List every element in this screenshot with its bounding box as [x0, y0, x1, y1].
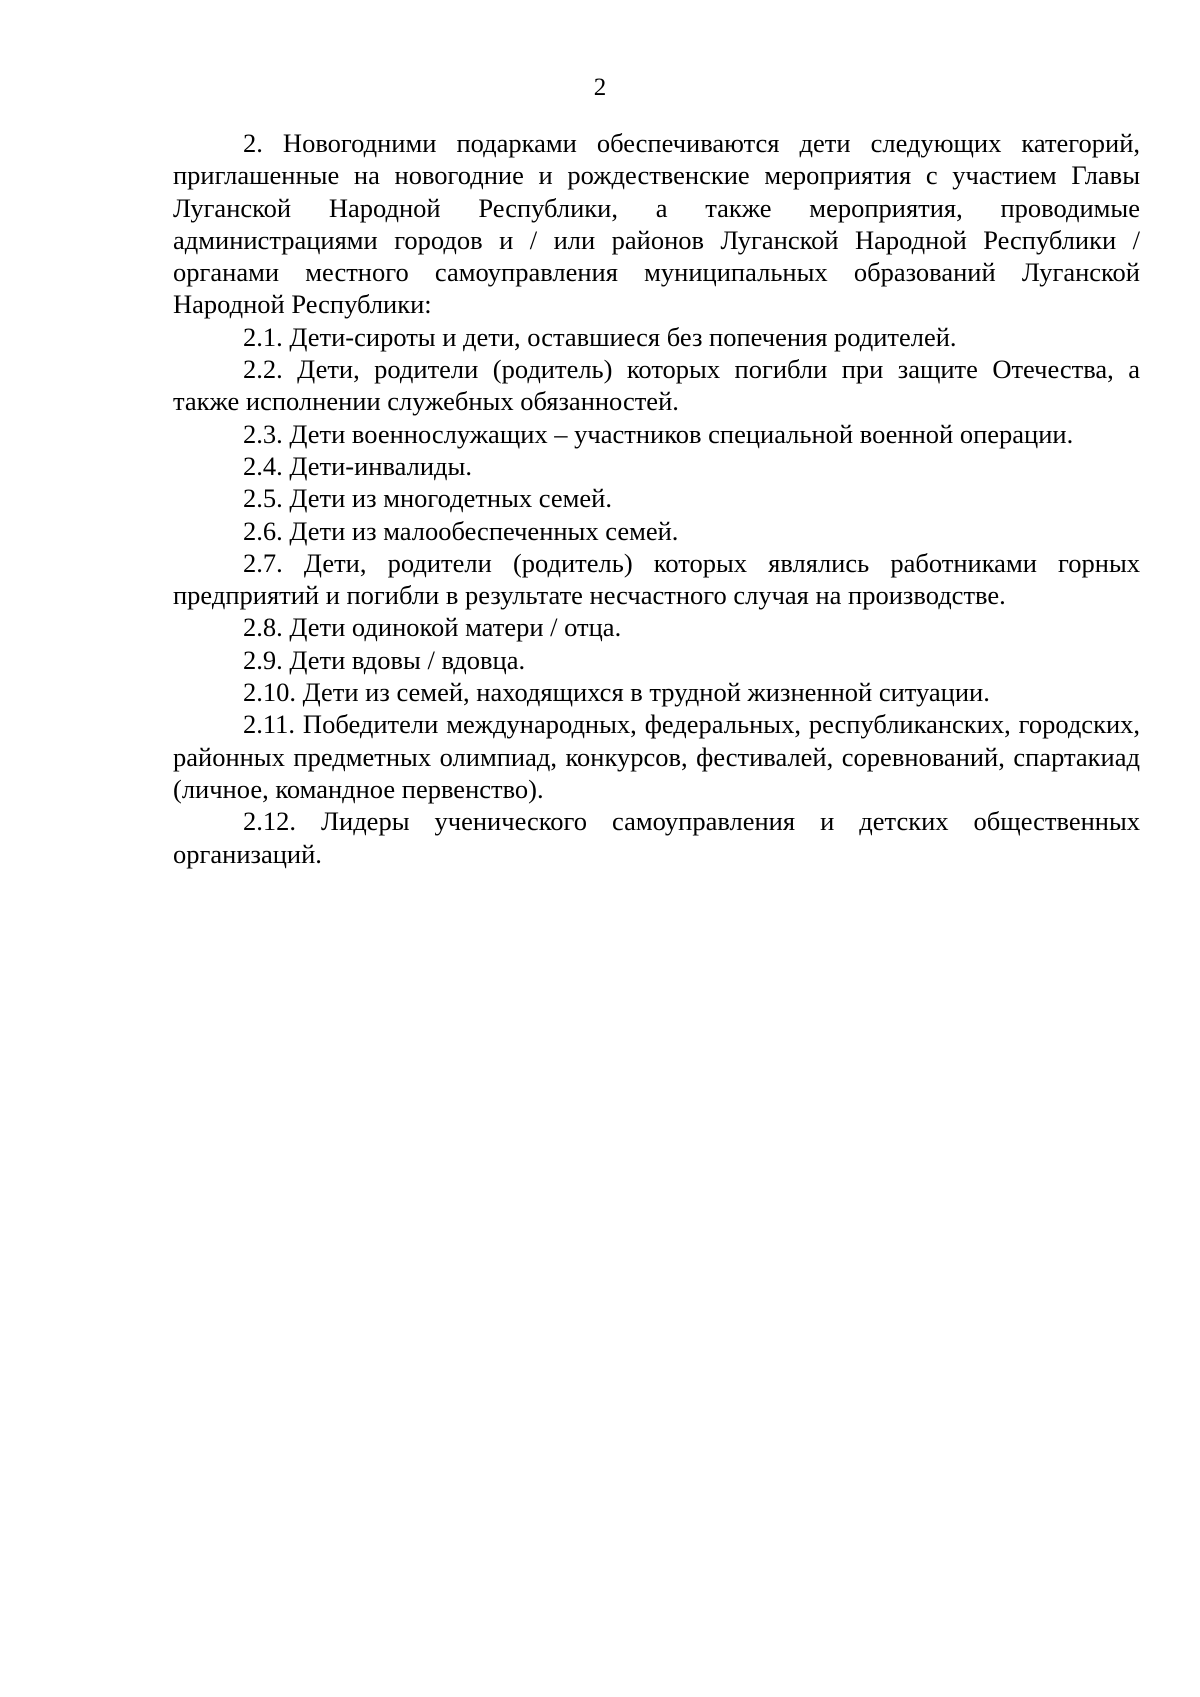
paragraph-2-8: 2.8. Дети одинокой матери / отца.	[243, 612, 622, 643]
paragraph-2-9: 2.9. Дети вдовы / вдовца.	[243, 644, 526, 675]
paragraph-2-3: 2.3. Дети военнослужащих – участников специальной военной операции.	[243, 418, 1074, 449]
paragraph-2-11: 2.11. Победители международных, федеральных, республиканских, городских, районных предметных олимпиад, конкурсов, фестивалей, соревнований, спартакиад (личное, командное первенство).	[173, 709, 1140, 804]
paragraph-2-10: 2.10. Дети из семей, находящихся в трудной жизненной ситуации.	[243, 677, 990, 708]
page-number: 2	[593, 74, 607, 101]
paragraph-2-5: 2.5. Дети из многодетных семей.	[243, 483, 612, 514]
paragraph-2-7: 2.7. Дети, родители (родитель) которых являлись работниками горных предприятий и погибли в результате несчастного случая на производстве.	[173, 547, 1140, 611]
paragraph-2-12: 2.12. Лидеры ученического самоуправления и детских общественных организаций.	[173, 806, 1140, 869]
paragraph-2-6: 2.6. Дети из малообеспеченных семей.	[243, 515, 679, 546]
paragraph-2-1: 2.1. Дети-сироты и дети, оставшиеся без попечения родителей.	[243, 321, 957, 352]
paragraph-2-2: 2.2. Дети, родители (родитель) которых погибли при защите Отечества, а также исполнении служебных обязанностей.	[173, 354, 1140, 417]
paragraph-2-4: 2.4. Дети-инвалиды.	[243, 450, 472, 481]
paragraph-2: 2. Новогодними подарками обеспечиваются дети следующих категорий, приглашенные на новогодние и рождественские мероприятия с участием Главы Луганской Народной Республики, а также мероприятия, проводимые администрациями городов и / или районов Луганской Народной Республики / органами местного самоуправления муниципальных образований Луганской Народной Республики:	[173, 128, 1140, 320]
document-body	[173, 127, 1140, 870]
